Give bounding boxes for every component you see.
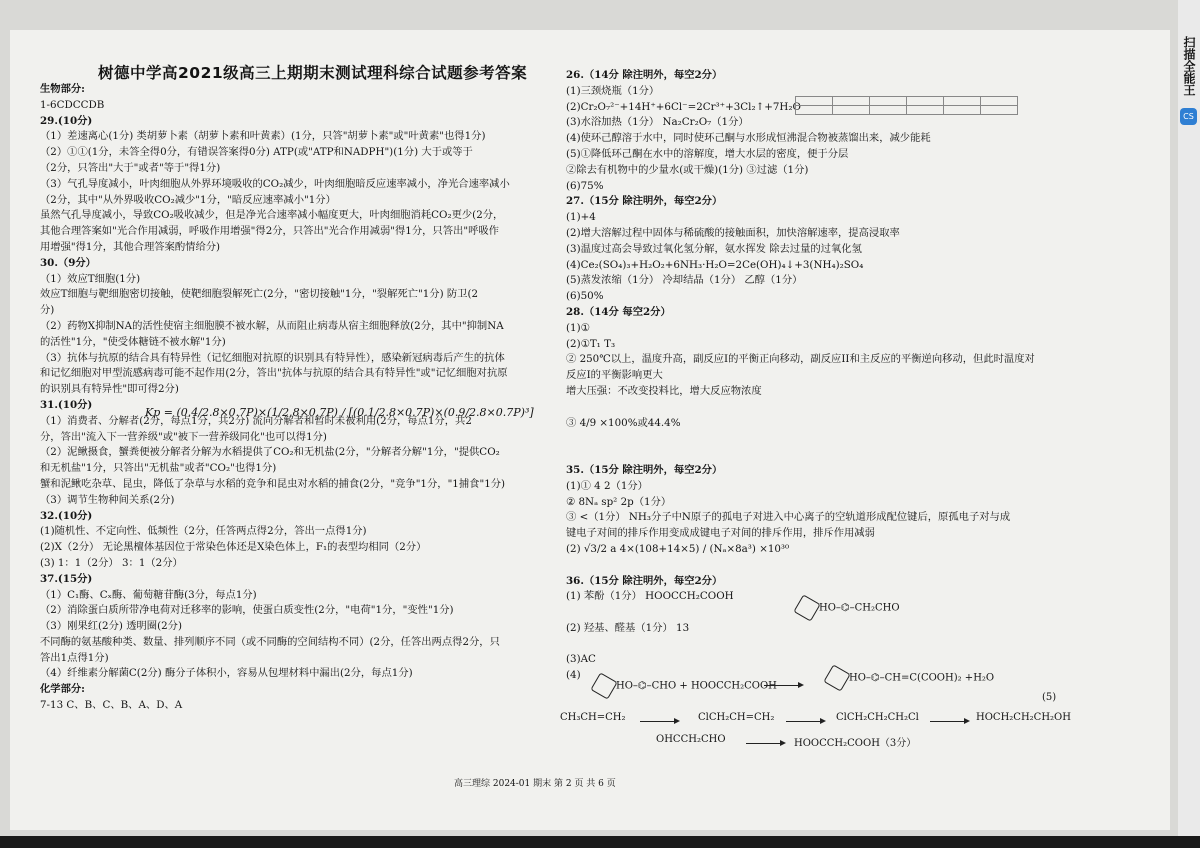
biology-answer-line: 化学部分:: [40, 683, 85, 696]
biology-answer-line: （2分，其中"从外界吸收CO₂减少"1分，"暗反应速率减小"1分）: [40, 193, 336, 206]
chemistry-answer-line: (6)50%: [566, 290, 604, 303]
biology-answer-line: 分，答出"流入下一营养级"或"被下一营养级同化"也可以得1分): [40, 430, 327, 443]
page-edge-shadow: [0, 836, 1200, 848]
biology-answer-line: （3）气孔导度减小，叶肉细胞从外界环境吸收的CO₂减少，叶肉细胞暗反应速率减小，净光合速率减小: [40, 177, 510, 190]
reaction-arrow-icon: [782, 716, 828, 727]
chemistry-answer-line: ②除去有机物中的少量水(或干燥)(1分) ③过滤（1分): [566, 163, 809, 176]
benzene-ring-icon: [793, 594, 820, 621]
biology-answer-line: （3）抗体与抗原的结合具有特异性（记忆细胞对抗原的识别具有特异性），感染新冠病毒后产生的抗体: [40, 351, 505, 364]
route-step-b: ClCH₂CH=CH₂: [698, 712, 775, 723]
chemistry-answer-line: ② 250℃以上，温度升高，副反应I的平衡正向移动，副反应II和主反应的平衡逆向移动，但此时温度对: [566, 353, 1035, 366]
chemistry-answer-line: (2) 羟基、醛基（1分） 13: [566, 621, 690, 634]
chemistry-answer-line: ② 8Nₐ sp² 2p（1分）: [566, 495, 672, 508]
biology-answer-line: （2）消除蛋白质所带净电荷对迁移率的影响，使蛋白质变性(2分，"电荷"1分，"变性"1分): [40, 604, 454, 617]
chemistry-answer-line: (3)AC: [566, 653, 596, 666]
chemistry-answer-line: 35.（15分 除注明外，每空2分）: [566, 463, 723, 476]
chemistry-answer-line: 键电子对间的排斥作用变成成键电子对间的排斥作用，排斥作用减弱: [566, 527, 875, 540]
chemistry-answer-line: ③ <（1分） NH₃分子中N原子的孤电子对进入中心离子的空轨道形成配位键后，原孤电子对与成: [566, 511, 1011, 524]
chemistry-answer-line: (2)①T₁ T₃: [566, 337, 616, 350]
chemistry-answer-line: (2)Cr₂O₇²⁻+14H⁺+6Cl⁻=2Cr³⁺+3Cl₂↑+7H₂O: [566, 100, 801, 113]
chemistry-answer-line: 28.（14分 每空2分）: [566, 305, 671, 318]
chemistry-answers-column: [566, 68, 1066, 684]
reaction-arrow-icon: [926, 716, 972, 727]
chemistry-answer-line: (4)使环己醇溶于水中，同时使环己酮与水形成恒沸混合物被蒸馏出来，减少能耗: [566, 132, 931, 145]
biology-answer-line: 用增强"得1分，其他合理答案酌情给分): [40, 240, 221, 253]
chemistry-answer-line: (4): [566, 669, 581, 682]
chemistry-answer-line: (5)蒸发浓缩（1分） 冷却结晶（1分） 乙醇（1分）: [566, 274, 803, 287]
route-step-c: ClCH₂CH₂CH₂Cl: [836, 712, 919, 723]
structure-36-4-reactants-text: HO–⌬–CHO + HOOCCH₂COOH: [616, 680, 777, 692]
structure-36-2-text: HO–⌬–CH₂CHO: [819, 602, 900, 614]
biology-answer-line: （1）差速离心(1分) 类胡萝卜素（胡萝卜素和叶黄素）(1分，只答"胡萝卜素"或"叶黄素"也得1分): [40, 130, 486, 143]
biology-answer-line: （4）纤维素分解菌C(2分) 酶分子体积小，容易从包埋材料中漏出(2分，每点1分): [40, 667, 413, 680]
label-5: (5): [1042, 692, 1057, 703]
scanner-watermark-sidebar: [1178, 0, 1200, 848]
chemistry-answer-line: (1) 苯酚（1分） HOOCCH₂COOH: [566, 590, 734, 603]
biology-answers-column: [40, 82, 556, 714]
route-step-e: OHCCH₂CHO: [656, 734, 726, 745]
chemistry-answer-line: 增大压强：不改变投料比，增大反应物浓度: [566, 384, 762, 397]
page-title: 树德中学高2021级高三上期期末测试理科综合试题参考答案: [98, 64, 528, 82]
chemistry-answer-line: (3)水浴加热（1分） Na₂Cr₂O₇（1分）: [566, 116, 749, 129]
structure-36-4-product-text: HO–⌬–CH=C(COOH)₂ +H₂O: [849, 672, 995, 684]
benzene-ring-icon: [823, 664, 850, 691]
biology-answer-line: 虽然气孔导度减小，导致CO₂吸收减少，但是净光合速率减小幅度更大，叶肉细胞消耗CO₂更少(2分，: [40, 209, 504, 222]
chemistry-answer-line: (2) √3/2 a 4×(108+14×5) / (Nₐ×8a³) ×10³⁰: [566, 542, 790, 555]
structure-36-4-reactants: [592, 676, 777, 696]
chemistry-answer-line: [566, 637, 1066, 653]
chemistry-answer-line: (1)三颈烧瓶（1分）: [566, 84, 660, 97]
scanner-brand-name: 扫描全能王: [1182, 36, 1196, 96]
route-step-a: CH₃CH=CH₂: [560, 712, 626, 723]
chemistry-answer-line: ③ 4/9 ×100%或44.4%: [566, 416, 681, 429]
biology-answer-line: 和无机盐"1分，只答出"无机盐"或者"CO₂"也得1分): [40, 462, 277, 475]
kp-formula: Kp = (0.4/2.8×0.7P)×(1/2.8×0.7P) / [(0.1/2.8×0.7P)×(0.9/2.8×0.7P)³]: [145, 406, 534, 419]
chemistry-answer-line: [566, 431, 1066, 447]
biology-answer-line: （1）效应T细胞(1分): [40, 272, 141, 285]
biology-answer-line: 答出1点得1分): [40, 651, 109, 664]
chemistry-answer-line: (5)①降低环己酮在水中的溶解度，增大水层的密度，便于分层: [566, 147, 849, 160]
biology-answer-line: （2）①①(1分，未答全得0分，有错误答案得0分) ATP(或"ATP和NADPH")(1分) 大于或等于: [40, 146, 473, 159]
chemistry-answer-line: (1)① 4 2（1分）: [566, 479, 648, 492]
biology-answer-line: （1）C₁酶、Cₓ酶、葡萄糖苷酶(3分，每点1分): [40, 588, 257, 601]
biology-answer-line: （2）泥鳅摄食，蟹粪便被分解者分解为水稻提供了CO₂和无机盐(2分，"分解者分解"1分，"提供CO₂: [40, 446, 500, 459]
chemistry-answer-line: (6)75%: [566, 179, 604, 192]
biology-answer-line: 31.(10分): [40, 398, 93, 411]
biology-answer-line: 和记忆细胞对甲型流感病毒可能不起作用(2分，答出"抗体与抗原的结合具有特异性"或"记忆细胞对抗原: [40, 367, 508, 380]
biology-answer-line: 不同酶的氨基酸种类、数量、排列顺序不同（或不同酶的空间结构不同）(2分，任答出两点得2分，只: [40, 635, 500, 648]
biology-answer-line: 29.(10分): [40, 114, 93, 127]
biology-answer-line: (3) 1：1（2分） 3：1（2分）: [40, 556, 183, 569]
chemistry-answer-line: (3)温度过高会导致过氧化氢分解，氨水挥发 除去过量的过氧化氢: [566, 242, 862, 255]
reaction-arrow-icon: [742, 738, 788, 749]
structure-36-4-product: [825, 668, 994, 688]
biology-answer-line: 37.(15分): [40, 572, 93, 585]
biology-answer-line: 1-6CDCCDB: [40, 98, 105, 111]
biology-answer-line: （2分，只答出"大于"或者"等于"得1分): [40, 161, 221, 174]
chemistry-answer-line: 反应I的平衡影响更大: [566, 369, 663, 382]
chemistry-answer-line: 26.（14分 除注明外，每空2分）: [566, 69, 723, 81]
biology-answer-line: 生物部分:: [40, 83, 85, 95]
biology-answer-line: (2)X（2分） 无论黑檀体基因位于常染色体还是X染色体上，F₁的表型均相同（2分）: [40, 541, 427, 554]
chemistry-answer-line: [566, 558, 1066, 574]
reaction-arrow-icon: [636, 716, 682, 727]
biology-answer-line: 其他合理答案如"光合作用减弱，呼吸作用增强"得2分，只答出"光合作用减弱"得1分，只答出"呼吸作: [40, 225, 499, 238]
biology-answer-line: （2）药物X抑制NA的活性使宿主细胞膜不被水解，从而阻止病毒从宿主细胞释放(2分，其中"抑制NA: [40, 319, 504, 332]
reaction-arrow-icon: [760, 680, 806, 691]
scanner-logo-icon: CS: [1180, 108, 1197, 125]
chemistry-answer-line: [566, 400, 1066, 416]
biology-answer-line: 效应T细胞与靶细胞密切接触，使靶细胞裂解死亡(2分，"密切接触"1分，"裂解死亡"1分) 防卫(2: [40, 288, 479, 301]
biology-answer-line: 的活性"1分，"使受体糖链不被水解"1分): [40, 335, 226, 348]
faded-answer-table: [795, 96, 1018, 115]
chemistry-answer-line: (2)增大溶解过程中固体与稀硫酸的接触面积，加快溶解速率，提高浸取率: [566, 226, 900, 239]
benzene-ring-icon: [590, 672, 617, 699]
chemistry-answer-line: (4)Ce₂(SO₄)₃+H₂O₂+6NH₃·H₂O=2Ce(OH)₄↓+3(NH₄)₂SO₄: [566, 258, 864, 271]
biology-answer-line: 分): [40, 304, 55, 317]
biology-answer-line: （3）调节生物种间关系(2分): [40, 493, 175, 506]
biology-answer-line: 32.(10分): [40, 509, 93, 522]
chemistry-answer-line: (1)+4: [566, 211, 596, 224]
chemistry-answer-line: [566, 447, 1066, 463]
route-step-f: HOOCCH₂COOH（3分）: [794, 738, 917, 749]
chemistry-answer-line: (1)①: [566, 321, 590, 334]
biology-answer-line: (1)随机性、不定向性、低频性（2分，任答两点得2分，答出一点得1分): [40, 525, 367, 538]
biology-answer-line: （3）刚果红(2分) 透明圈(2分): [40, 620, 182, 633]
biology-answer-line: 30.（9分）: [40, 256, 96, 269]
chemistry-answer-line: 27.（15分 除注明外，每空2分）: [566, 195, 723, 208]
biology-answer-line: 蟹和泥鳅吃杂草、昆虫，降低了杂草与水稻的竞争和昆虫对水稻的捕食(2分，"竞争"1分，"1捕食"1分): [40, 477, 506, 490]
page-footer: 高三理综 2024-01 期末 第 2 页 共 6 页: [454, 779, 616, 789]
biology-answer-line: 7-13 C、B、C、B、A、D、A: [40, 699, 183, 712]
biology-answer-line: 的识别具有特异性"即可得2分): [40, 383, 179, 396]
biology-answer-line: （1）消费者、分解者(2分，每点1分，共2分) 流向分解者和暂时未被利用(2分，每点1分，共2: [40, 414, 472, 427]
chemistry-answer-line: 36.（15分 除注明外，每空2分）: [566, 574, 723, 587]
structure-36-2: [795, 598, 900, 618]
route-step-d: HOCH₂CH₂CH₂OH: [976, 712, 1071, 723]
